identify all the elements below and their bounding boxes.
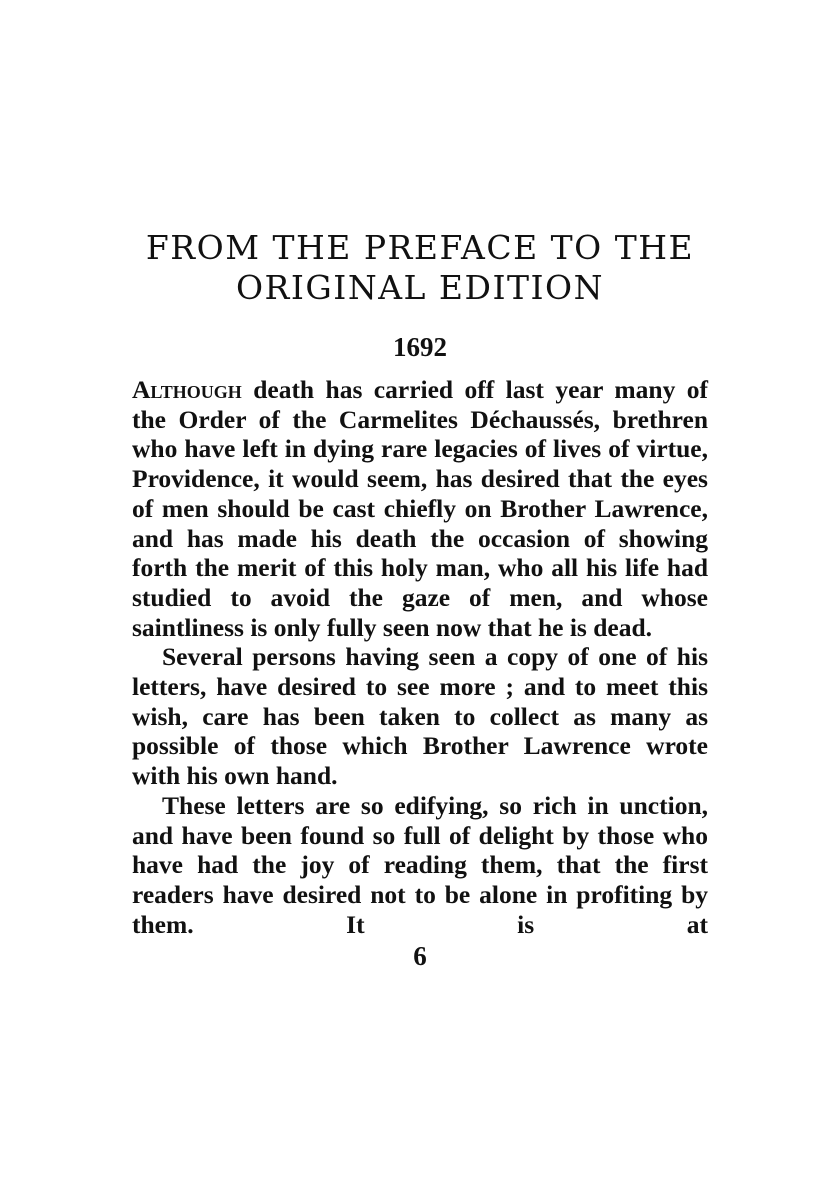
document-page	[132, 228, 708, 971]
paragraph-1-text: death has carried off last year many of the Order of the Carmelites Déchaussés, brethren who have left in dying rare legacies of lives of virtue, Providence, it would seem, has desired that the eyes of men should be cast chiefly on Brother Lawrence, and has made his death the occasion of showing forth the merit of this holy man, who all his life had studied to avoid the gaze of men, and whose saintliness is only fully seen now that he is dead.	[132, 375, 708, 642]
chapter-heading	[132, 228, 708, 308]
page-number: 6	[413, 941, 427, 972]
body-text	[132, 375, 708, 939]
paragraph-1	[132, 375, 708, 642]
paragraph-2: Several persons having seen a copy of one of his letters, have desired to see more ; and to meet this wish, care has been taken to collect as many as possible of those which Brother Lawrence wrote with his own hand.	[132, 642, 708, 791]
heading-line-1: FROM THE PREFACE TO THE	[145, 228, 695, 267]
year-subheading: 1692	[393, 332, 447, 362]
heading-line-2: ORIGINAL EDITION	[235, 268, 604, 307]
paragraph-3: These letters are so edifying, so rich in unction, and have been found so full of delight by those who have had the joy of reading them, that the first readers have desired not to be alone in profiting by them. It is at	[132, 790, 708, 939]
paragraph-lead-word: Although	[132, 375, 242, 404]
